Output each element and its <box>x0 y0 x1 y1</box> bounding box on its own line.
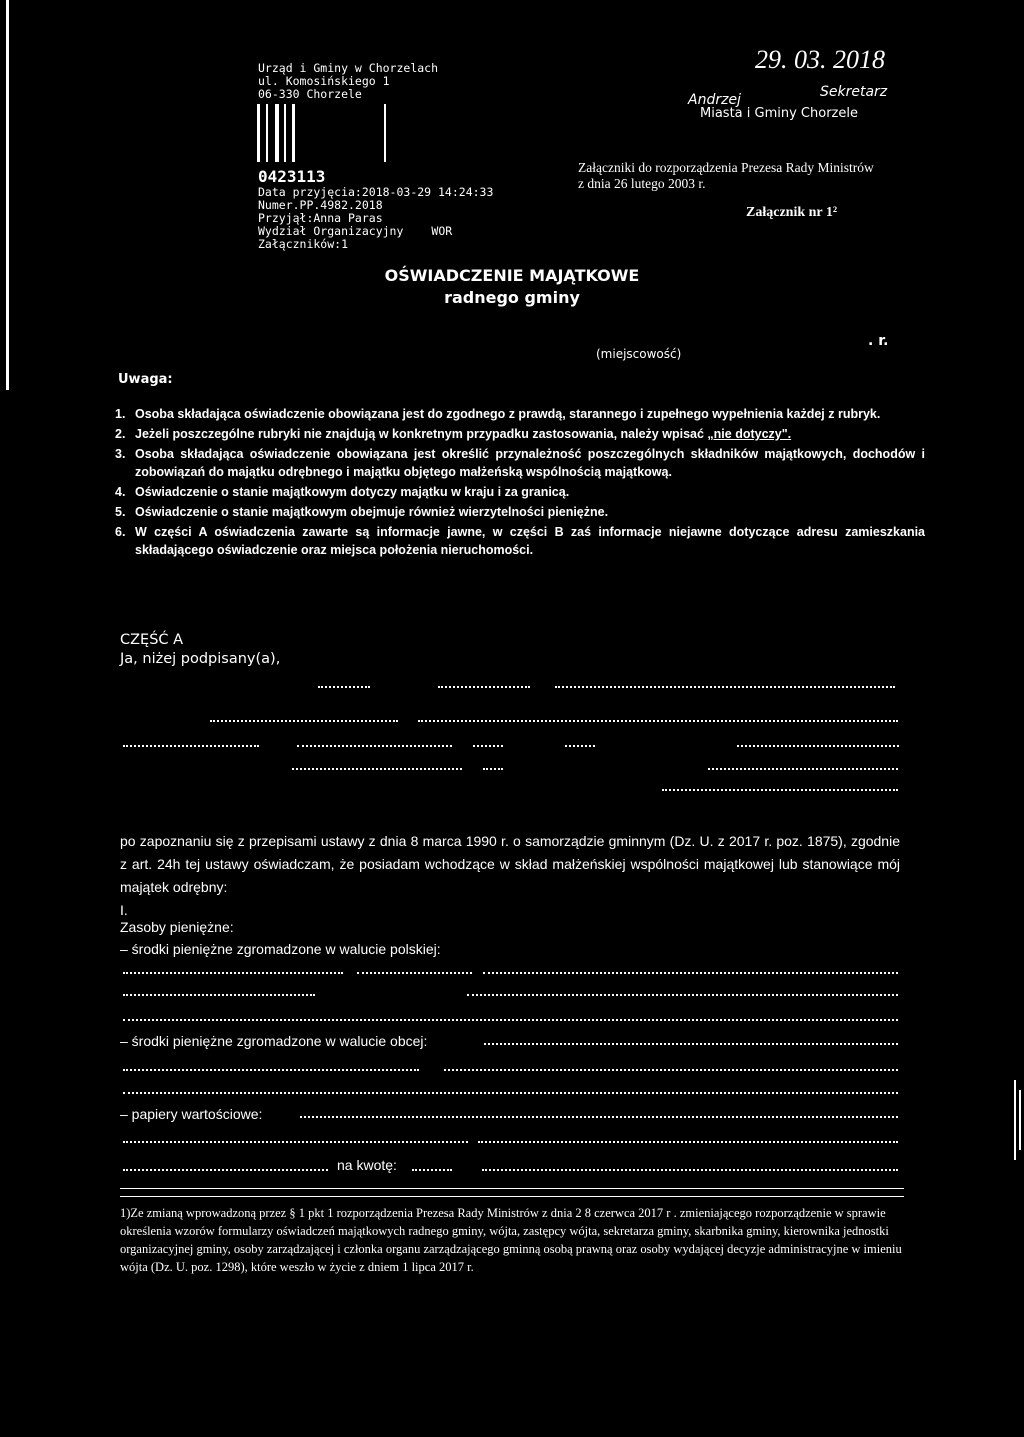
stamp-reg-number: 0423113 <box>258 167 326 186</box>
section-number: I. <box>120 902 128 918</box>
securities-field-2[interactable] <box>123 1141 468 1143</box>
list-item: 3. Osoba składająca oświadczenie obowiązana jest określić przynależność poszczególnych składników majątkowych, dochodów i zobowiązań do majątku odrębnego i majątku objętego małżeńską wspólnością majątkową. <box>115 447 925 479</box>
amount-field-1[interactable] <box>412 1169 452 1171</box>
year-suffix: . r. <box>868 333 889 349</box>
pln-funds-field-1[interactable] <box>123 972 343 974</box>
registry-stamp-details <box>258 168 493 251</box>
document-subtitle: radnego gminy <box>444 288 580 307</box>
scan-edge <box>1014 1080 1016 1160</box>
regulation-header: Załączniki do rozporządzenia Prezesa Rady Ministrów z dnia 26 lutego 2003 r. <box>578 160 874 191</box>
pln-funds-field-6[interactable] <box>123 1019 898 1021</box>
position-field-1[interactable] <box>292 768 462 770</box>
stamp-postal: 06-330 Chorzele <box>258 87 362 101</box>
pln-funds-field-3[interactable] <box>483 972 898 974</box>
maiden-name-field[interactable] <box>555 686 895 688</box>
foreign-funds-label: – środki pieniężne zgromadzone w walucie obcej: <box>120 1033 428 1049</box>
stamp-office: Urząd i Gminy w Chorzelach <box>258 61 439 75</box>
stamp-received-by: Przyjął:Anna Paras <box>258 211 383 225</box>
list-item: 5. Oświadczenie o stanie majątkowym obejmuje również wierzytelności pieniężne. <box>115 505 609 519</box>
pln-funds-field-5[interactable] <box>467 994 898 996</box>
birth-place-field[interactable] <box>418 720 898 722</box>
foreign-funds-field-2[interactable] <box>123 1069 419 1071</box>
list-item: 2. Jeżeli poszczególne rubryki nie znajdują w konkretnym przypadku zastosowania, należy wpisać „nie dotyczy". <box>115 427 792 441</box>
scan-edge <box>6 0 9 390</box>
position-field-3[interactable] <box>708 768 898 770</box>
footnote-separator <box>120 1188 904 1189</box>
securities-field-1[interactable] <box>300 1116 898 1118</box>
securities-field-3[interactable] <box>478 1141 898 1143</box>
signature-title: Sekretarz <box>820 84 888 100</box>
amount-field-2[interactable] <box>482 1169 898 1171</box>
stamp-department: Wydział Organizacyjny WOR <box>258 224 453 238</box>
list-item: 4. Oświadczenie o stanie majątkowym dotyczy majątku w kraju i za granicą. <box>115 485 570 499</box>
registry-stamp-address <box>258 62 438 101</box>
place-label: (miejscowość) <box>596 347 682 361</box>
attachment-number: Załącznik nr 1² <box>746 205 838 220</box>
scan-edge <box>1019 1090 1021 1150</box>
pln-funds-field-2[interactable] <box>357 972 472 974</box>
document-title: OŚWIADCZENIE MAJĄTKOWE <box>384 266 640 285</box>
surname-field[interactable] <box>438 686 530 688</box>
amount-label: na kwotę: <box>337 1157 397 1173</box>
handwritten-date: 29. 03. 2018 <box>755 45 885 74</box>
uwaga-label: Uwaga: <box>118 372 173 387</box>
pln-funds-label: – środki pieniężne zgromadzone w walucie polskiej: <box>120 941 441 957</box>
part-a-heading: CZĘŚĆ A <box>120 632 184 648</box>
securities-label: – papiery wartościowe: <box>120 1106 263 1122</box>
signature-name: Andrzej <box>688 92 741 108</box>
stamp-street: ul. Komosińskiego 1 <box>258 74 390 88</box>
footnote-separator <box>120 1196 904 1197</box>
pln-funds-field-4[interactable] <box>123 994 315 996</box>
foreign-funds-field-4[interactable] <box>123 1092 898 1094</box>
part-a-intro: Ja, niżej podpisany(a), <box>120 651 281 667</box>
employer-field-5[interactable] <box>737 745 899 747</box>
statement-text: po zapoznaniu się z przepisami ustawy z dnia 8 marca 1990 r. o samorządzie gminnym (Dz. U. z 2017 r. poz. 1875), zgodnie z art. 24h tej ustawy oświadczam, że posiadam wchodzące w skład małżeńskiej wspólności majątkowej lub stanowiące mój majątek odrębny: <box>120 833 900 895</box>
position-field-4[interactable] <box>662 789 898 791</box>
securities-field-4[interactable] <box>123 1169 328 1171</box>
list-item: 1. Osoba składająca oświadczenie obowiązana jest do zgodnego z prawdą, starannego i zupełnego wypełnienia każdej z rubryk. <box>115 407 881 421</box>
footnote-text: 1)Ze zmianą wprowadzoną przez § 1 pkt 1 rozporządzenia Prezesa Rady Ministrów z dnia 2 8 czerwca 2017 r . zmieniającego rozporządzenie w sprawie określenia wzorów formularzy oświadczeń majątkowych radnego gminy, wójta, zastępcy wójta, sekretarza gminy, skarbnika gminy, kierownika jednostki organizacyjnej gminy, osoby zarządzającej i członka organu zarządzającego gminną osobą prawną oraz osoby wydającej decyzje administracyjne w imieniu wójta (Dz. U. poz. 1298), które weszło w życie z dniem 1 lipca 2017 r. <box>120 1206 902 1274</box>
foreign-funds-field-1[interactable] <box>484 1043 898 1045</box>
name-field[interactable] <box>318 686 370 688</box>
employer-field-1[interactable] <box>123 745 259 747</box>
employer-field-3[interactable] <box>473 745 503 747</box>
section-title: Zasoby pieniężne: <box>120 919 234 935</box>
foreign-funds-field-3[interactable] <box>444 1069 898 1071</box>
stamp-received-date: Data przyjęcia:2018-03-29 14:24:33 <box>258 185 494 199</box>
notes-list <box>115 405 925 561</box>
stamp-number: Numer.PP.4982.2018 <box>258 198 383 212</box>
signature-city: Miasta i Gminy Chorzele <box>700 106 858 121</box>
position-field-2[interactable] <box>483 768 503 770</box>
list-item: 6. W części A oświadczenia zawarte są informacje jawne, w części B zaś informacje niejawne dotyczące adresu zamieszkania składającego oświadczenie oraz miejsca położenia nieruchomości. <box>115 525 925 557</box>
employer-field-4[interactable] <box>565 745 595 747</box>
birth-date-field[interactable] <box>210 720 398 722</box>
stamp-attachments: Załączników:1 <box>258 237 349 251</box>
employer-field-2[interactable] <box>297 745 452 747</box>
